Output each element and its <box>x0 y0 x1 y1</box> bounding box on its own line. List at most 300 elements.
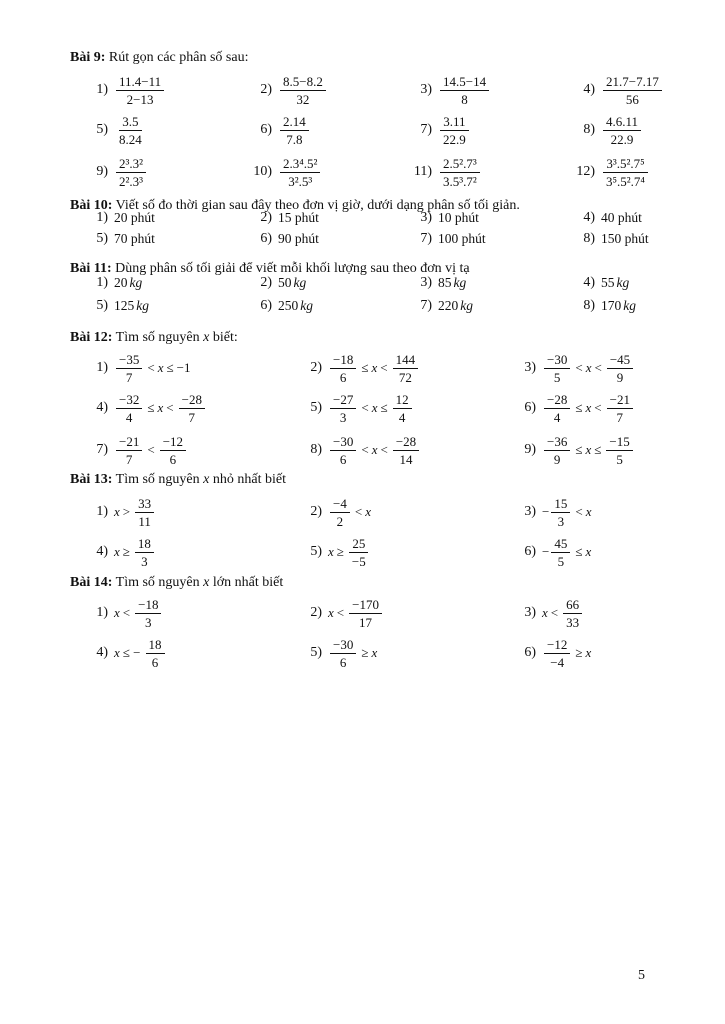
b11-item-7 <box>412 296 473 316</box>
numerator: −21 <box>116 434 142 451</box>
left-term: x <box>114 504 120 519</box>
item-number: 3) <box>420 210 432 225</box>
lower-bound-fraction <box>116 434 142 467</box>
operator: ≤ <box>575 400 583 415</box>
expression <box>601 114 643 147</box>
fraction <box>116 74 164 107</box>
expression <box>278 156 322 189</box>
fraction <box>135 496 154 529</box>
fraction <box>563 597 582 630</box>
denominator: 4 <box>553 409 561 425</box>
inequality <box>328 392 414 425</box>
denominator: 6 <box>151 654 159 670</box>
b10-item-1 <box>88 208 155 228</box>
numerator: 12 <box>393 392 412 409</box>
numerator: 2.14 <box>280 114 309 131</box>
mass-unit: kg <box>460 298 473 313</box>
b10-item-5 <box>88 229 155 249</box>
denominator: 4 <box>398 409 406 425</box>
expression <box>114 114 147 147</box>
operator: < <box>361 400 369 415</box>
b13-item-3 <box>516 492 591 532</box>
b9-item-7 <box>412 110 471 150</box>
denominator: 7 <box>616 409 624 425</box>
operator: ≤ <box>166 360 174 375</box>
denominator: −4 <box>550 654 565 670</box>
inequality <box>542 392 635 425</box>
b12-item-1 <box>88 348 190 388</box>
variable-x: x <box>371 360 378 375</box>
upper-bound-fraction <box>606 434 632 467</box>
item-number: 2) <box>260 275 272 290</box>
denominator: 22.9 <box>443 131 466 147</box>
denominator: 6 <box>339 369 347 385</box>
operator: ≤ <box>575 442 583 457</box>
inequality <box>542 536 591 569</box>
fraction <box>544 637 570 670</box>
numerator: −18 <box>330 352 356 369</box>
exercise-12-instruction-tail: biết: <box>209 330 238 345</box>
b10-item-6 <box>252 229 319 249</box>
left-term: x <box>114 605 120 620</box>
denominator: 9 <box>553 451 561 467</box>
item-number: 7) <box>96 442 108 457</box>
inequality <box>328 496 371 529</box>
b12-item-5 <box>302 388 414 428</box>
operator: < <box>336 605 345 620</box>
operator: < <box>361 442 369 457</box>
inequality <box>328 637 377 670</box>
mass-value: 50 <box>278 275 292 290</box>
mass-value: 85 <box>438 275 452 290</box>
fraction <box>440 156 480 189</box>
operator: ≥ <box>122 544 130 559</box>
expression <box>278 114 311 147</box>
exercise-14-instruction: Tìm số nguyên <box>112 575 200 590</box>
b10-item-3 <box>412 208 479 228</box>
operator: ≤ <box>380 400 388 415</box>
denominator: 17 <box>359 614 373 630</box>
denominator: 14 <box>399 451 413 467</box>
b9-item-3 <box>412 70 491 110</box>
numerator: −12 <box>160 434 186 451</box>
expression <box>601 74 664 107</box>
item-number: 1) <box>96 275 108 290</box>
inequality <box>328 536 371 569</box>
item-number: 8) <box>583 231 595 246</box>
time-value: 100 phút <box>438 231 486 246</box>
denominator: 6 <box>339 451 347 467</box>
denominator: 6 <box>169 451 177 467</box>
mass-unit: kg <box>136 298 149 313</box>
denominator: 9 <box>616 369 624 385</box>
lower-bound-fraction <box>330 352 356 385</box>
b10-item-4 <box>575 208 642 228</box>
item-number: 11) <box>413 164 432 179</box>
inequality <box>114 597 163 630</box>
operator: ≤ <box>361 360 369 375</box>
denominator: 11 <box>138 513 151 529</box>
item-number: 8) <box>310 442 322 457</box>
mass-unit: kg <box>129 275 143 290</box>
operator: < <box>147 442 155 457</box>
upper-bound-fraction <box>393 352 419 385</box>
denominator: −5 <box>351 553 366 569</box>
exercise-13-heading <box>70 472 286 488</box>
numerator: −28 <box>393 434 419 451</box>
b13-item-5 <box>302 532 371 572</box>
exercise-13-row-2 <box>70 532 690 572</box>
time-value: 20 phút <box>114 210 155 225</box>
numerator: 25 <box>349 536 368 553</box>
numerator: −21 <box>607 392 633 409</box>
exercise-9-instruction: Rút gọn các phân số sau: <box>105 50 249 65</box>
item-number: 4) <box>583 275 595 290</box>
lower-bound-fraction <box>544 352 570 385</box>
denominator: 7.8 <box>286 131 303 147</box>
item-number: 4) <box>583 82 595 97</box>
b12-item-8 <box>302 430 421 470</box>
inequality <box>328 597 384 630</box>
numerator: −36 <box>544 434 570 451</box>
fraction <box>603 114 641 147</box>
expression <box>278 74 328 107</box>
operator: ≥ <box>361 645 369 660</box>
b9-item-11 <box>412 152 482 192</box>
item-number: 6) <box>260 122 272 137</box>
fraction <box>349 597 382 630</box>
inequality <box>114 496 156 529</box>
denominator: 5 <box>553 369 561 385</box>
numerator: 21.7−7.17 <box>603 74 662 91</box>
item-number: 6) <box>260 231 272 246</box>
item-number: 1) <box>96 82 108 97</box>
denominator: 7 <box>188 409 196 425</box>
numerator: 18 <box>146 637 165 654</box>
expression <box>601 156 650 189</box>
operator: ≤ − <box>122 645 141 660</box>
operator: ≥ <box>336 544 344 559</box>
numerator: 3³.5².7⁵ <box>603 156 647 173</box>
b12-item-3 <box>516 348 635 388</box>
b9-item-5 <box>88 110 147 150</box>
item-number: 5) <box>310 645 322 660</box>
exercise-9-label: Bài 9: <box>70 50 106 65</box>
numerator: −32 <box>116 392 142 409</box>
numerator: −28 <box>544 392 570 409</box>
exercise-12-row-3 <box>70 430 690 470</box>
item-number: 1) <box>96 210 108 225</box>
left-term: x <box>328 605 334 620</box>
left-term: − <box>542 504 550 519</box>
b14-item-4 <box>88 633 167 673</box>
inequality <box>114 352 190 385</box>
exercise-11-instruction: Dùng phân số tối giải để viết mỗi khối lượng sau theo đơn vị tạ <box>111 261 470 276</box>
right-term: x <box>371 645 378 660</box>
item-number: 6) <box>524 400 536 415</box>
time-value: 150 phút <box>601 231 649 246</box>
operator: < <box>594 400 602 415</box>
expression <box>114 156 148 189</box>
numerator: 4.6.11 <box>603 114 641 131</box>
exercise-13-variable: x <box>203 472 210 487</box>
variable-x: x <box>157 400 164 415</box>
upper-bound-fraction <box>393 434 419 467</box>
lower-bound-fraction <box>116 392 142 425</box>
numerator: 2.5².7³ <box>440 156 480 173</box>
item-number: 8) <box>583 298 595 313</box>
inequality <box>542 496 591 529</box>
variable-x: x <box>585 360 592 375</box>
b10-item-8 <box>575 229 649 249</box>
item-number: 4) <box>583 210 595 225</box>
denominator: 3².5³ <box>288 173 313 189</box>
denominator: 7 <box>125 451 133 467</box>
denominator: 5 <box>616 451 623 467</box>
exercise-12-instruction: Tìm số nguyên <box>112 330 200 345</box>
numerator: −35 <box>116 352 142 369</box>
fraction <box>135 536 154 569</box>
item-number: 9) <box>96 164 108 179</box>
lower-bound-fraction <box>544 434 570 467</box>
exercise-12-variable: x <box>203 330 210 345</box>
b10-item-2 <box>252 208 319 228</box>
denominator: 3 <box>557 513 565 529</box>
inequality <box>542 637 591 670</box>
b9-item-10 <box>252 152 322 192</box>
exercise-14-label: Bài 14: <box>70 575 113 590</box>
numerator: 14.5−14 <box>440 74 489 91</box>
numerator: −30 <box>330 434 356 451</box>
b11-item-8 <box>575 296 636 316</box>
b11-item-4 <box>575 273 629 293</box>
mass-value: 20 <box>114 275 128 290</box>
expression <box>114 74 166 107</box>
item-number: 12) <box>576 164 595 179</box>
fraction <box>280 74 326 107</box>
b14-item-2 <box>302 593 384 633</box>
right-term: x <box>585 504 592 519</box>
numerator: −45 <box>607 352 633 369</box>
operator: > <box>122 504 131 519</box>
item-number: 3) <box>420 275 432 290</box>
b9-item-1 <box>88 70 166 110</box>
exercise-13-label: Bài 13: <box>70 472 113 487</box>
b12-item-9 <box>516 430 635 470</box>
fraction <box>280 114 309 147</box>
expression <box>438 114 471 147</box>
numerator: −28 <box>179 392 205 409</box>
upper-bound-fraction <box>160 434 186 467</box>
variable-x: x <box>371 400 378 415</box>
item-number: 1) <box>96 504 108 519</box>
denominator: 7 <box>125 369 133 385</box>
fraction <box>440 74 489 107</box>
numerator: 15 <box>551 496 570 513</box>
inequality <box>114 637 167 670</box>
lower-bound-fraction <box>330 434 356 467</box>
operator: ≤ <box>147 400 155 415</box>
denominator: 6 <box>339 654 347 670</box>
variable-x: x <box>371 442 378 457</box>
mass-value: 55 <box>601 275 615 290</box>
item-number: 2) <box>310 504 322 519</box>
fraction <box>146 637 165 670</box>
numerator: −27 <box>330 392 356 409</box>
right-term: x <box>585 645 592 660</box>
exercise-14-instruction-tail: lớn nhất biết <box>209 575 284 590</box>
exercise-12-label: Bài 12: <box>70 330 113 345</box>
item-number: 3) <box>420 82 432 97</box>
mass-value: 170 <box>601 298 622 313</box>
numerator: −170 <box>349 597 382 614</box>
left-term: x <box>114 544 120 559</box>
upper-bound-fraction <box>607 392 633 425</box>
numerator: −4 <box>330 496 350 513</box>
exercise-12-row-2 <box>70 388 690 428</box>
mass-unit: kg <box>300 298 313 313</box>
mass-unit: kg <box>616 275 630 290</box>
b9-item-6 <box>252 110 311 150</box>
variable-x: x <box>585 442 592 457</box>
denominator: 56 <box>625 91 639 107</box>
b9-item-2 <box>252 70 328 110</box>
operator: ≥ <box>575 645 583 660</box>
item-number: 1) <box>96 360 108 375</box>
b11-item-3 <box>412 273 466 293</box>
numerator: 8.5−8.2 <box>280 74 326 91</box>
exercise-9-heading <box>70 50 248 66</box>
item-number: 2) <box>310 360 322 375</box>
b12-item-2 <box>302 348 420 388</box>
inequality <box>114 536 156 569</box>
b10-item-7 <box>412 229 486 249</box>
fraction <box>330 496 350 529</box>
operator: < <box>594 360 602 375</box>
upper-bound-fraction <box>607 352 633 385</box>
expression <box>438 74 491 107</box>
numerator: 2.3⁴.5² <box>280 156 320 173</box>
b13-item-6 <box>516 532 591 572</box>
mass-value: 125 <box>114 298 135 313</box>
inequality <box>542 434 635 467</box>
right-term: x <box>365 504 371 519</box>
numerator: 144 <box>393 352 419 369</box>
time-value: 15 phút <box>278 210 319 225</box>
b14-item-6 <box>516 633 591 673</box>
numerator: −30 <box>330 637 356 654</box>
fraction <box>116 156 146 189</box>
upper-bound-fraction <box>179 392 205 425</box>
denominator: 72 <box>398 369 412 385</box>
operator: < <box>380 442 388 457</box>
denominator: 33 <box>566 614 580 630</box>
numerator: 45 <box>551 536 570 553</box>
mass-unit: kg <box>293 275 307 290</box>
denominator: 22.9 <box>610 131 634 147</box>
variable-x: x <box>585 400 592 415</box>
b9-item-4 <box>575 70 664 110</box>
item-number: 4) <box>96 400 108 415</box>
fraction <box>330 637 356 670</box>
item-number: 8) <box>583 122 595 137</box>
item-number: 2) <box>310 605 322 620</box>
operator: ≤ <box>594 442 602 457</box>
b9-item-9 <box>88 152 148 192</box>
item-number: 6) <box>524 645 536 660</box>
lower-bound-fraction <box>544 392 570 425</box>
denominator: 2−13 <box>126 91 154 107</box>
numerator: 3.11 <box>440 114 468 131</box>
exercise-10-instruction: Viết số đo thời gian sau đây theo đơn vị giờ, dưới dạng phân số tối giản. <box>112 198 520 213</box>
item-number: 5) <box>310 544 322 559</box>
mass-value: 220 <box>438 298 459 313</box>
denominator: 8 <box>461 91 468 107</box>
denominator: 5 <box>557 553 565 569</box>
operator: < <box>147 360 155 375</box>
inequality <box>542 352 635 385</box>
exercise-12-heading <box>70 330 238 346</box>
mass-value: 250 <box>278 298 299 313</box>
item-number: 5) <box>310 400 322 415</box>
b13-item-1 <box>88 492 156 532</box>
item-number: 5) <box>96 298 108 313</box>
left-term: x <box>114 645 120 660</box>
b12-item-6 <box>516 388 635 428</box>
operator: < <box>122 605 131 620</box>
item-number: 2) <box>260 82 272 97</box>
item-number: 7) <box>420 231 432 246</box>
numerator: −18 <box>135 597 161 614</box>
operator: < <box>354 504 363 519</box>
upper-bound-fraction <box>393 392 412 425</box>
denominator: 3⁵.5².7⁴ <box>606 173 645 189</box>
numerator: 3.5 <box>119 114 141 131</box>
item-number: 3) <box>524 605 536 620</box>
item-number: 6) <box>260 298 272 313</box>
operator: < <box>166 400 174 415</box>
operator: < <box>575 360 583 375</box>
operator: < <box>575 504 583 519</box>
exercise-12-row-1 <box>70 348 690 388</box>
inequality <box>114 434 188 467</box>
numerator: 18 <box>135 536 154 553</box>
exercise-9-row-2 <box>70 110 690 150</box>
variable-x: x <box>157 360 164 375</box>
item-number: 7) <box>420 122 432 137</box>
b11-item-1 <box>88 273 142 293</box>
item-number: 3) <box>524 360 536 375</box>
b11-item-5 <box>88 296 149 316</box>
numerator: −15 <box>606 434 632 451</box>
exercise-13-instruction: Tìm số nguyên <box>112 472 200 487</box>
inequality <box>328 352 420 385</box>
numerator: 66 <box>563 597 582 614</box>
exercise-13-instruction-tail: nhỏ nhất biết <box>209 472 286 487</box>
left-term: x <box>542 605 548 620</box>
b14-item-5 <box>302 633 377 673</box>
denominator: 8.24 <box>119 131 142 147</box>
numerator: 11.4−11 <box>116 74 164 91</box>
b9-item-12 <box>575 152 650 192</box>
fraction <box>603 156 648 189</box>
denominator: 3.5³.7² <box>443 173 477 189</box>
fraction <box>116 114 145 147</box>
denominator: 4 <box>125 409 133 425</box>
b11-item-2 <box>252 273 306 293</box>
item-number: 3) <box>524 504 536 519</box>
fraction <box>551 536 570 569</box>
